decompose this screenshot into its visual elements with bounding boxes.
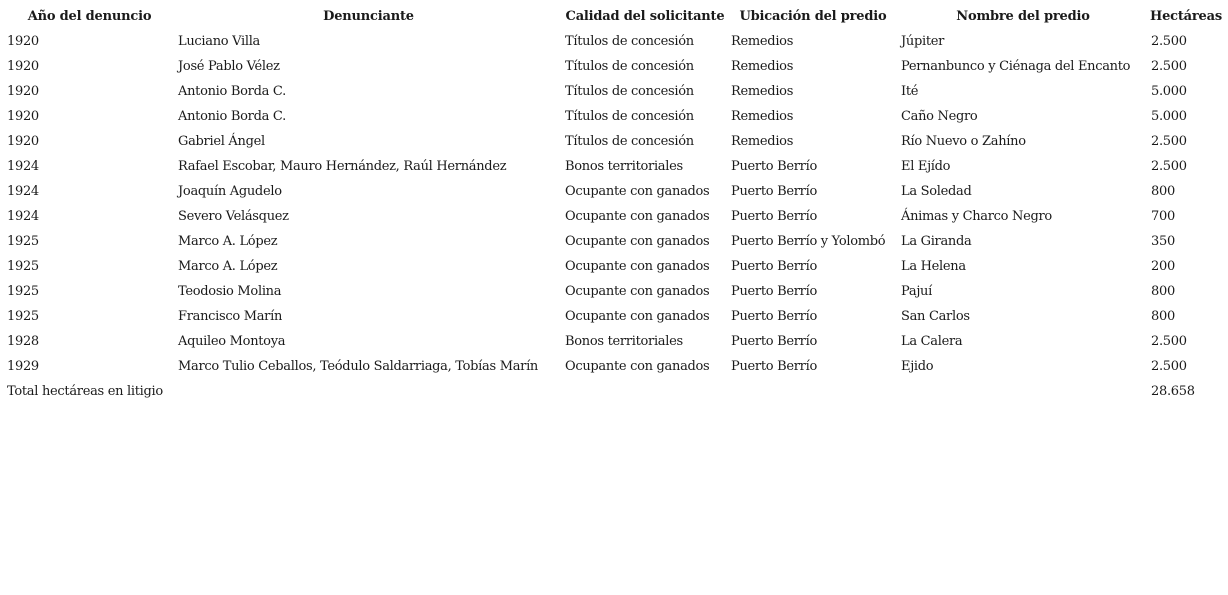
cell-property-location: Puerto Berrío xyxy=(731,284,817,299)
cell-year: 1924 xyxy=(7,159,39,174)
cell-property-location: Remedios xyxy=(731,109,794,124)
cell-applicant-quality: Títulos de concesión xyxy=(565,34,694,49)
cell-property-name: Caño Negro xyxy=(901,109,978,124)
cell-property-location: Puerto Berrío y Yolombó xyxy=(731,234,886,249)
cell-applicant-quality: Ocupante con ganados xyxy=(565,309,710,324)
cell-property-name: Pajuí xyxy=(901,284,932,299)
cell-property-location: Remedios xyxy=(731,134,794,149)
total-value: 28.658 xyxy=(1151,384,1195,399)
total-row xyxy=(4,379,1224,404)
table-row xyxy=(4,104,1224,129)
cell-claimant: Marco A. López xyxy=(178,259,278,274)
cell-year: 1920 xyxy=(7,84,39,99)
cell-year: 1924 xyxy=(7,209,39,224)
cell-claimant: Antonio Borda C. xyxy=(178,84,286,99)
table-row xyxy=(4,304,1224,329)
cell-hectares: 2.500 xyxy=(1151,359,1187,374)
table-row xyxy=(4,329,1224,354)
cell-applicant-quality: Ocupante con ganados xyxy=(565,234,710,249)
cell-hectares: 2.500 xyxy=(1151,334,1187,349)
cell-claimant: Teodosio Molina xyxy=(178,284,282,299)
table-row xyxy=(4,154,1224,179)
cell-year: 1925 xyxy=(7,259,39,274)
cell-hectares: 5.000 xyxy=(1151,109,1187,124)
cell-hectares: 800 xyxy=(1151,284,1175,299)
cell-year: 1924 xyxy=(7,184,39,199)
cell-applicant-quality: Ocupante con ganados xyxy=(565,284,710,299)
cell-property-name: San Carlos xyxy=(901,309,970,324)
land-claims-table xyxy=(4,4,1224,404)
cell-applicant-quality: Títulos de concesión xyxy=(565,109,694,124)
table-row xyxy=(4,79,1224,104)
cell-applicant-quality: Títulos de concesión xyxy=(565,59,694,74)
cell-year: 1920 xyxy=(7,109,39,124)
cell-property-name: La Helena xyxy=(901,259,966,274)
cell-hectares: 2.500 xyxy=(1151,134,1187,149)
cell-year: 1925 xyxy=(7,284,39,299)
header-property-location: Ubicación del predio xyxy=(739,9,887,24)
cell-property-name: La Calera xyxy=(901,334,963,349)
table-row xyxy=(4,54,1224,79)
cell-property-location: Puerto Berrío xyxy=(731,359,817,374)
cell-claimant: Aquileo Montoya xyxy=(178,334,286,349)
cell-claimant: Rafael Escobar, Mauro Hernández, Raúl Hernández xyxy=(178,159,507,174)
cell-claimant: Francisco Marín xyxy=(178,309,283,324)
table-body xyxy=(4,29,1224,379)
cell-hectares: 700 xyxy=(1151,209,1175,224)
header-row xyxy=(4,4,1224,29)
cell-property-name: El Ejído xyxy=(901,159,951,174)
cell-claimant: Gabriel Ángel xyxy=(178,134,265,149)
table-header xyxy=(4,4,1224,29)
cell-applicant-quality: Bonos territoriales xyxy=(565,334,683,349)
cell-property-location: Puerto Berrío xyxy=(731,334,817,349)
cell-property-name: La Giranda xyxy=(901,234,972,249)
cell-property-location: Puerto Berrío xyxy=(731,159,817,174)
cell-applicant-quality: Bonos territoriales xyxy=(565,159,683,174)
table-row xyxy=(4,204,1224,229)
table-row xyxy=(4,354,1224,379)
cell-hectares: 2.500 xyxy=(1151,34,1187,49)
cell-year: 1920 xyxy=(7,59,39,74)
cell-applicant-quality: Ocupante con ganados xyxy=(565,184,710,199)
header-claimant: Denunciante xyxy=(323,9,414,24)
cell-hectares: 2.500 xyxy=(1151,159,1187,174)
cell-hectares: 800 xyxy=(1151,309,1175,324)
cell-property-name: Río Nuevo o Zahíno xyxy=(901,134,1026,149)
cell-property-location: Remedios xyxy=(731,59,794,74)
cell-property-name: Ánimas y Charco Negro xyxy=(901,209,1052,224)
cell-property-location: Puerto Berrío xyxy=(731,184,817,199)
cell-year: 1920 xyxy=(7,134,39,149)
cell-applicant-quality: Títulos de concesión xyxy=(565,84,694,99)
cell-year: 1928 xyxy=(7,334,39,349)
table-row xyxy=(4,29,1224,54)
cell-applicant-quality: Ocupante con ganados xyxy=(565,259,710,274)
cell-property-name: Pernanbunco y Ciénaga del Encanto xyxy=(901,59,1131,74)
cell-property-location: Puerto Berrío xyxy=(731,309,817,324)
cell-hectares: 5.000 xyxy=(1151,84,1187,99)
cell-claimant: Marco A. López xyxy=(178,234,278,249)
cell-property-name: La Soledad xyxy=(901,184,972,199)
table-row xyxy=(4,129,1224,154)
table-row xyxy=(4,229,1224,254)
cell-claimant: Severo Velásquez xyxy=(178,209,289,224)
cell-property-location: Puerto Berrío xyxy=(731,209,817,224)
table-row xyxy=(4,179,1224,204)
cell-claimant: José Pablo Vélez xyxy=(178,59,280,74)
cell-claimant: Antonio Borda C. xyxy=(178,109,286,124)
table-row xyxy=(4,279,1224,304)
cell-claimant: Marco Tulio Ceballos, Teódulo Saldarriaga, Tobías Marín xyxy=(178,359,539,374)
header-applicant-quality: Calidad del solicitante xyxy=(565,9,725,24)
table-footer xyxy=(4,379,1224,404)
cell-hectares: 200 xyxy=(1151,259,1175,274)
cell-property-name: Ité xyxy=(901,84,919,99)
cell-applicant-quality: Títulos de concesión xyxy=(565,134,694,149)
table-row xyxy=(4,254,1224,279)
cell-applicant-quality: Ocupante con ganados xyxy=(565,359,710,374)
cell-hectares: 800 xyxy=(1151,184,1175,199)
cell-property-location: Remedios xyxy=(731,34,794,49)
cell-property-location: Puerto Berrío xyxy=(731,259,817,274)
cell-hectares: 350 xyxy=(1151,234,1175,249)
cell-year: 1920 xyxy=(7,34,39,49)
header-hectares: Hectáreas xyxy=(1150,9,1222,24)
cell-property-location: Remedios xyxy=(731,84,794,99)
header-year: Año del denuncio xyxy=(27,9,152,24)
cell-applicant-quality: Ocupante con ganados xyxy=(565,209,710,224)
header-property-name: Nombre del predio xyxy=(956,9,1090,24)
cell-hectares: 2.500 xyxy=(1151,59,1187,74)
cell-year: 1929 xyxy=(7,359,39,374)
cell-claimant: Joaquín Agudelo xyxy=(178,184,282,199)
cell-claimant: Luciano Villa xyxy=(178,34,261,49)
cell-property-name: Júpiter xyxy=(901,34,945,49)
total-label: Total hectáreas en litigio xyxy=(7,384,163,399)
cell-year: 1925 xyxy=(7,309,39,324)
cell-property-name: Ejido xyxy=(901,359,934,374)
cell-year: 1925 xyxy=(7,234,39,249)
